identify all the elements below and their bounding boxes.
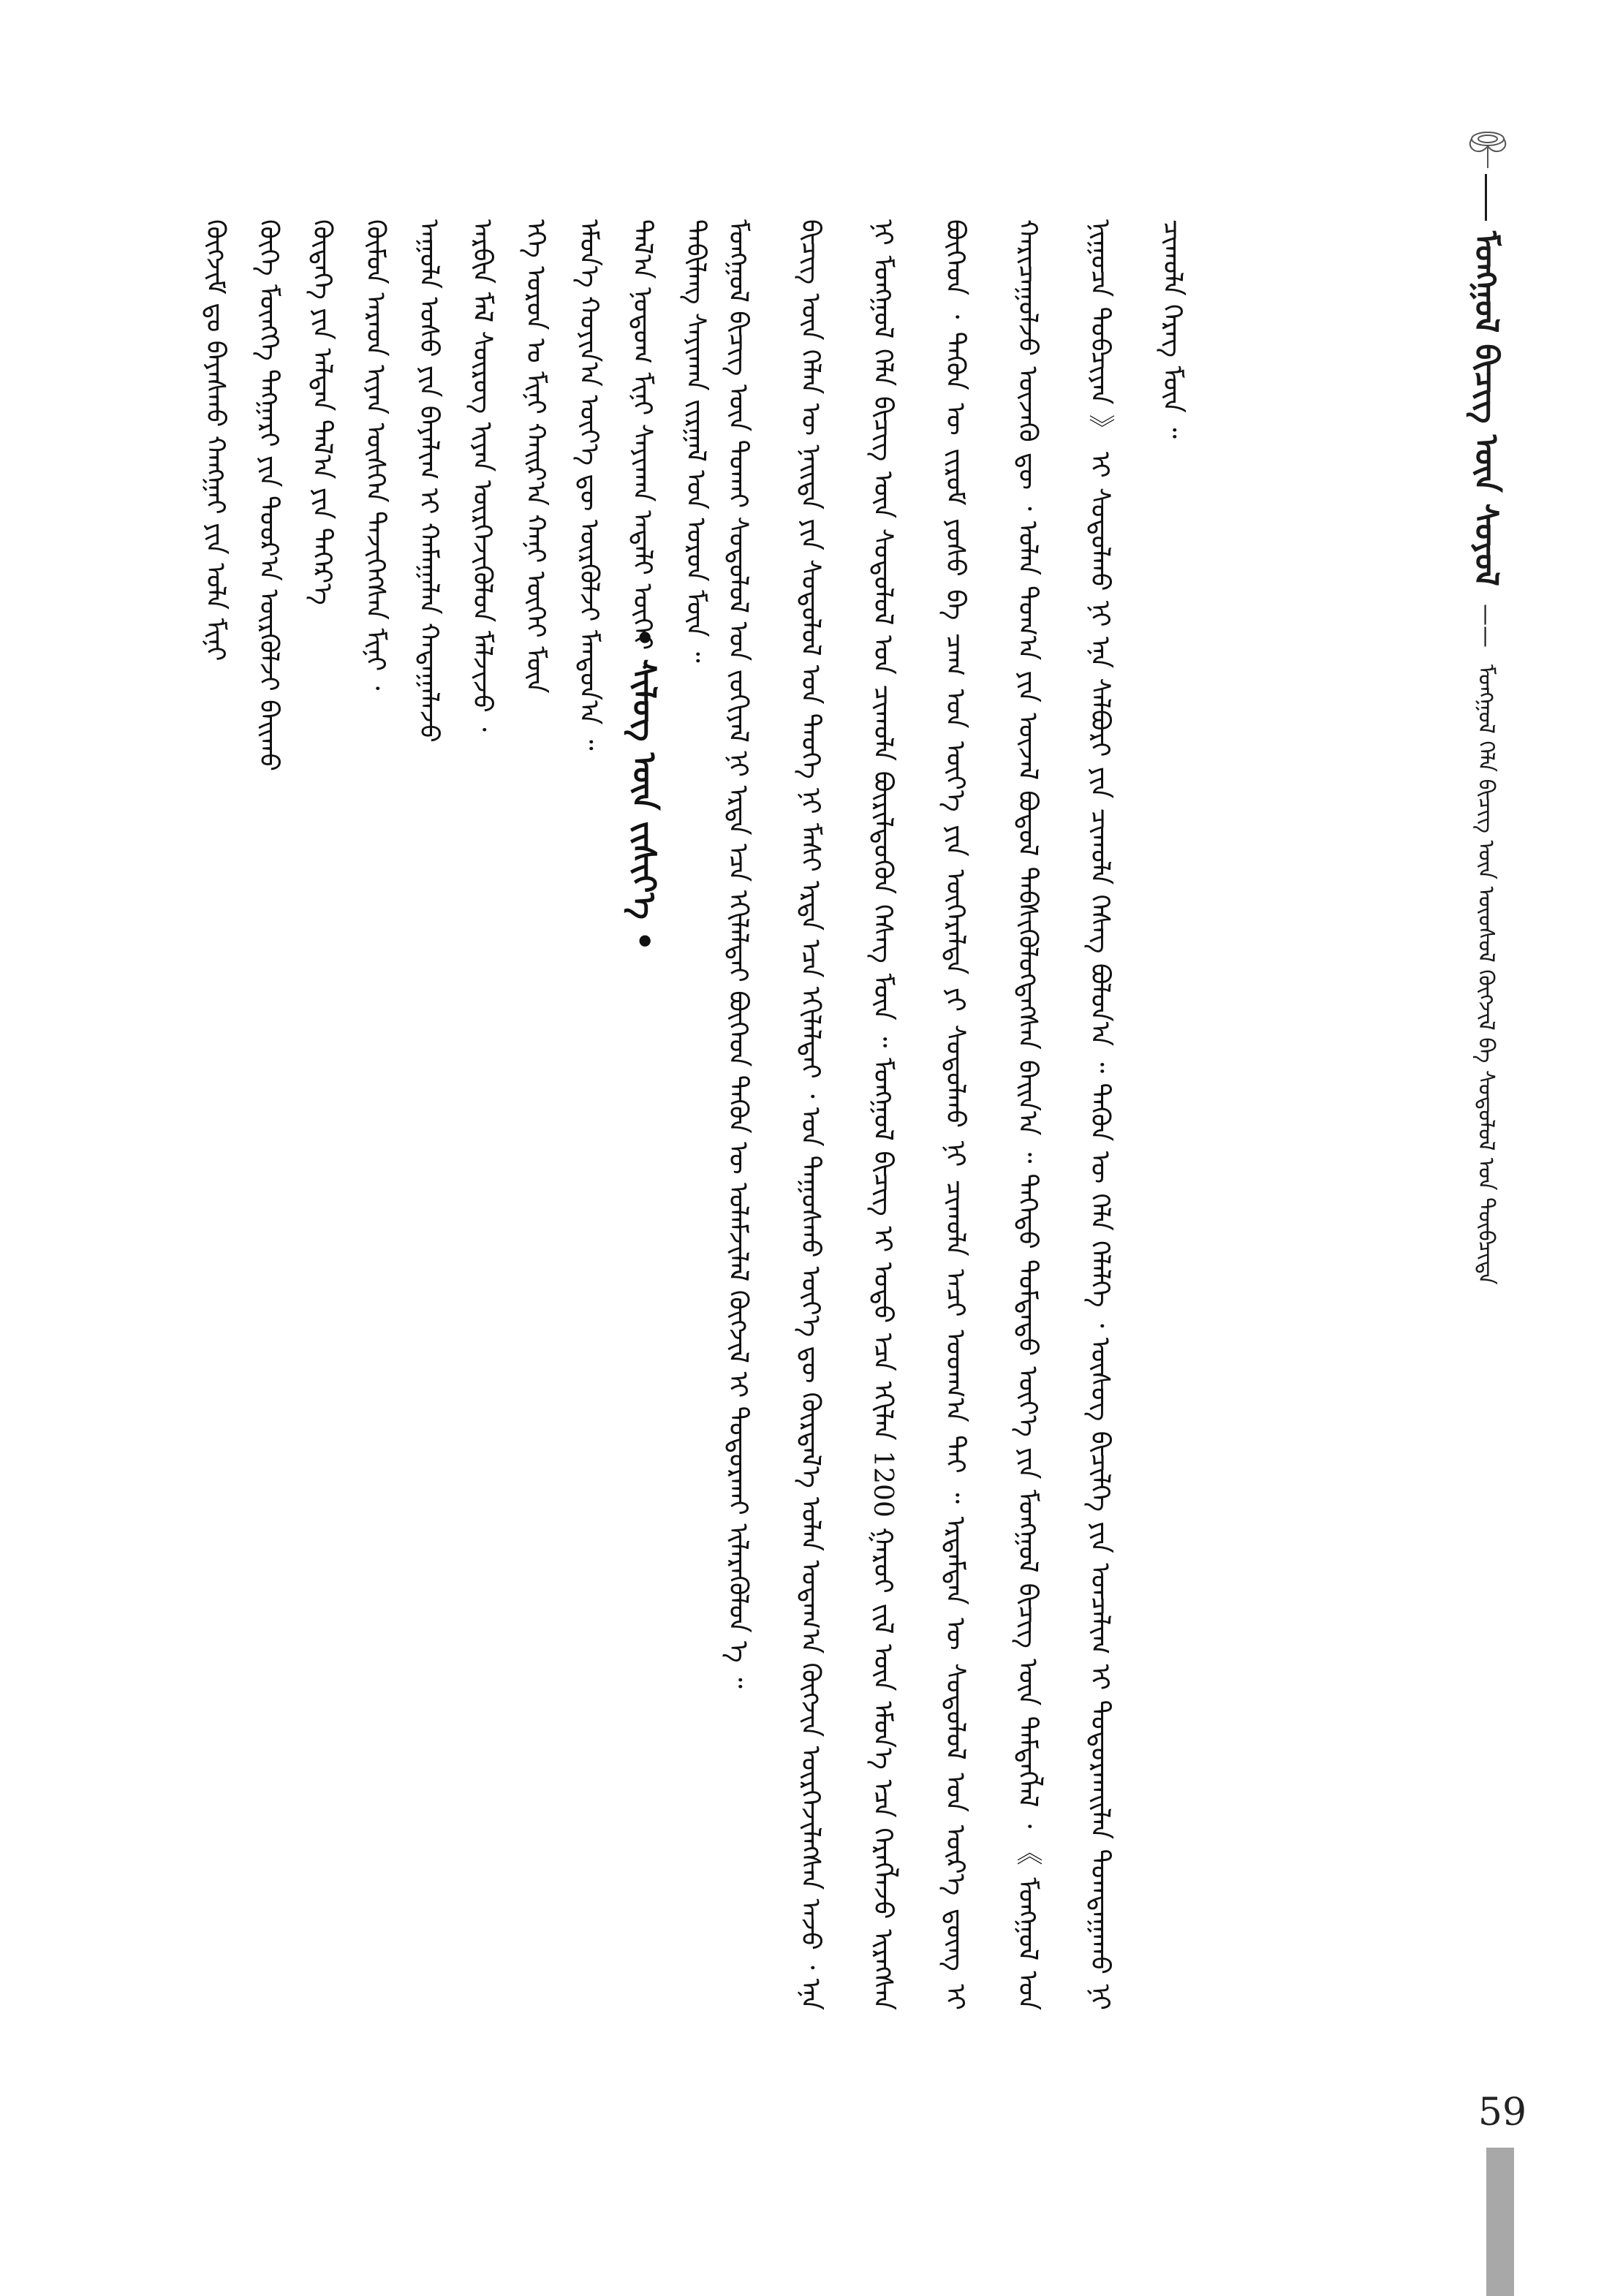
paragraph-2-continuation: ᠭᠠᠷᠤᠢ ᠵᠢᠯ ᠦᠨ ᠡᠮᠦᠨ᠎ᠡ ᠡᠴᠡ ᠬᠡᠷᠡᠭᠯᠡᠵᠦ ᠢᠷᠡᠭᠰᠡᠨ ᠪᠥᠭᠡᠳ ᠂ ᠲᠡᠭᠦᠨ ᠦ ᠵᠢᠷᠤᠮ ᠶᠣᠰᠤ ᠪᠠ ᠴᠠᠭ ᠤᠨ ᠦᠶ᠎ᠡ ᠶᠢᠨ ᠥᠭᠡᠷᠡᠯᠳᠡ ᠶᠢ ᠰᠤᠳᠤᠯᠬᠤ ᠨᠢ ᠴᠢᠬᠤᠯᠠ ᠠᠴᠢ ᠤᠳᠬ᠎ᠠ ᠲᠠᠢ ᠃ ᠡᠷᠳᠡᠮᠲᠡᠨ ᠦ ᠰᠤᠳᠤᠯᠤᠯ ᠤᠨ ᠦᠷ᠎ᠡ ᠳ᠋ᠦᠩ ᠢ ᠬᠠᠷᠢᠴᠠᠭᠤᠯᠵᠤ ᠦᠵᠡᠬᠦ ᠳᠦ ᠂ ᠣᠯᠠᠨ ᠲᠣᠭ᠎ᠠ ᠶᠢᠨ ᠦᠵᠡᠯ ᠪᠣᠳᠣᠯ ᠳᠡᠪᠰᠢᠭᠦᠯᠦᠭᠳᠡᠭᠰᠡᠨ ᠪᠠᠢᠨ᠎ᠠ ᠃ ᠳᠡᠭᠡᠳᠦ ᠳᠤᠮᠳᠠᠳᠤ ᠦᠶ᠎ᠡ ᠶᠢᠨ ᠮᠣᠩᠭᠣᠯ ᠪᠢᠴᠢᠭ ᠦᠨ ᠲᠡᠮᠳᠡᠭᠯᠡᠯ ᠂ 《 ᠮᠣᠩᠭᠣᠯ ᠤᠨ ᠨᠢᠭᠤᠴᠠ ᠲᠣᠪᠴᠢᠶᠠᠨ 》 ᠢ ᠰᠤᠳᠤᠯᠬᠤ ᠨᠢ ᠡᠨᠡ ᠰᠠᠯᠪᠤᠷᠢ ᠶᠢᠨ ᠴᠢᠬᠤᠯᠠ ᠬᠡᠰᠡᠭ ᠪᠣᠯᠤᠨ᠎ᠠ ᠃ ᠲᠡᠭᠦᠨ ᠦ ᠬᠡᠯᠡ ᠬᠡᠯᠡᠯᠭᠡ ᠂ ᠦᠰᠦᠭ ᠪᠢᠴᠢᠯᠭᠡ ᠶᠢᠨ ᠣᠨᠴᠠᠯᠢᠭ ᠢ ᠲᠣᠳᠣᠷᠬᠠᠢᠯᠠᠨ ᠲᠣᠭᠲᠠᠭᠠᠬᠤ ᠨᠢ ᠴᠢᠬᠤᠯᠠ ᠬᠡᠷᠡᠭ ᠮᠥᠨ ᠃ bbox=[868, 219, 1187, 2010]
paragraph-1: ᠮᠣᠩᠭᠣᠯ ᠪᠢᠴᠢᠭ ᠦᠨ ᠲᠤᠬᠠᠢ ᠰᠤᠳᠤᠯᠤᠯ ᠤᠨ ᠵᠣᠬᠢᠶᠠᠯ ᠨᠢ ᠡᠷᠲᠡ ᠡᠴᠡ ᠡᠬᠢᠯᠡᠯᠲᠡᠢ ᠪᠥᠭᠡᠳ ᠲᠡᠭᠦᠨ ᠦ ᠤᠯᠠᠮᠵᠢᠯᠠᠯ ᠬᠥᠭᠵᠢᠯ ᠢ ᠲᠣᠳᠣᠷᠬᠠᠢ ᠢᠯᠡᠷᠡᠭᠦᠯᠦᠨ ᠡ ᠃ bbox=[723, 219, 753, 1689]
poem-line: ᠡᠮᠦᠨ᠎ᠡ ᠬᠣᠶᠢᠨ᠎ᠠ ᠦᠶ᠎ᠡ ᠳᠦ ᠦᠷᠭᠦᠯᠵᠢ ᠮᠠᠨᠳᠤᠨ᠎ᠠ ᠃ bbox=[574, 219, 604, 751]
poem-line: ᠡᠬᠡ ᠣᠷᠣᠨ ᠤ ᠮᠢᠨᠢ ᠬᠠᠢᠷ᠎ᠠ ᠬᠠᠨᠢ ᠦᠭᠡᠢ ᠮᠥᠨ bbox=[521, 219, 551, 694]
ornament-icon bbox=[1464, 123, 1512, 171]
running-head bbox=[1453, 174, 1518, 1285]
poem-line: ᠲᠠᠯ᠎ᠠ ᠨᠤᠲᠤᠭ ᠮᠢᠨᠢ ᠰᠠᠶᠢᠬᠠᠨ ᠠᠳᠠᠯᠢ ᠦᠭᠡᠢ ᠂ bbox=[627, 219, 657, 670]
poem-line: ᠠᠭᠤᠯᠠ ᠤᠰᠤ ᠶᠢᠨ ᠪᠠᠶᠠᠯᠢᠭ ᠢ ᠬᠠᠮᠠᠭᠠᠯᠠᠨ ᠬᠠᠳᠠᠭᠠᠯᠠᠵᠤ bbox=[414, 219, 444, 743]
running-head-rule bbox=[1485, 174, 1487, 221]
thumb-tab bbox=[1486, 2148, 1514, 2296]
poem-line: ᠲᠠᠪᠢᠯᠠᠩ ᠰᠠᠶᠢᠬᠠᠨ ᠵᠢᠷᠭᠠᠯ ᠤᠨ ᠣᠷᠣᠨ ᠮᠥᠨ ᠃ bbox=[681, 219, 711, 663]
running-head-text bbox=[1467, 231, 1505, 1285]
body-text bbox=[702, 219, 1272, 2010]
book-title: ᠮᠣᠩᠭᠣᠯ ᠪᠢᠴᠢᠭ ᠦᠨ ᠰᠣᠶᠣᠯ bbox=[1467, 231, 1505, 587]
paragraph-2-text: ᠪᠢᠴᠢᠭ ᠦᠨ ᠬᠡᠯᠡᠨ ᠦ ᠨᠡᠢᠲᠡ ᠶᠢᠨ ᠰᠤᠳᠤᠯᠤᠯ ᠤᠨ ᠲᠡᠦᠬᠡ ᠨᠢ ᠮᠠᠰᠢ ᠡᠷᠲᠡ ᠡᠴᠡ ᠡᠬᠢᠯᠡᠯᠲᠡᠢ ᠂ ᠣᠨ ᠳᠠᠭᠤᠰᠬᠤ ᠦᠶ᠎ᠡ ᠳᠦ ᠬᠦᠷᠲᠡᠯ᠎ᠡ ᠣᠯᠠᠨ ᠤᠳᠠᠭ᠎ᠠ ᠬᠥᠭᠵᠢᠨ ᠦᠷᠭᠡᠵᠢᠯᠡᠭᠰᠡᠨ ᠠᠵᠤ ᠂ ᠡᠨᠡ ᠨᠢ ᠮᠣᠩᠭᠣᠯ ᠬᠡᠯᠡ ᠪᠢᠴᠢᠭ ᠦᠨ ᠰᠤᠳᠤᠯᠤᠯ ᠤᠨ ᠴᠢᠬᠤᠯᠠ ᠪᠦᠷᠢᠯᠳᠦᠬᠦᠨ ᠬᠡᠰᠡᠭ ᠮᠥᠨ ᠃ ᠮᠣᠩᠭᠣᠯ ᠪᠢᠴᠢᠭ ᠢ ᠣᠳᠣ ᠡᠴᠡ ᠡᠬᠢᠯᠡᠨ bbox=[795, 219, 898, 2010]
running-head-separator: —— bbox=[1473, 603, 1499, 648]
section-heading: • ᠰᠢᠯᠦᠭ ᠦᠨ ᠵᠢᠰᠢᠶ᠎ᠡ • bbox=[625, 627, 662, 952]
poem-line: ᠬᠦᠭᠵᠢᠮ ᠳᠤ ᠪᠠᠶᠠᠰᠬᠤ ᠬᠠᠩᠭᠠᠢ ᠶᠢᠨ ᠤᠯᠠ ᠮᠢᠨᠢ bbox=[200, 219, 230, 662]
page-number: 59 bbox=[1478, 2091, 1527, 2134]
poem-line: ᠬᠦᠮᠦᠨ ᠠᠷᠠᠳ ᠢᠶᠠᠨ ᠥᠰᠬᠡᠨ ᠲᠡᠵᠢᠭᠡᠭᠰᠡᠨ ᠮᠢᠨᠢ ᠂ bbox=[360, 219, 390, 691]
year-figure: 1200 bbox=[868, 1450, 898, 1518]
chapter-title: ᠮᠣᠩᠭᠣᠯ ᠬᠡᠯᠡ ᠪᠢᠴᠢᠭ ᠦᠨ ᠦᠦᠰᠦᠯ ᠬᠥᠭᠵᠢᠯ ᠪᠠ ᠰᠤᠳᠤᠯᠤᠯ ᠤᠨ ᠲᠥᠪᠴᠢᠳᠡ bbox=[1473, 664, 1499, 1285]
poem-line: ᠬᠥᠳᠡᠭᠡ ᠶᠢᠨ ᠠᠯᠲᠠᠨ ᠲᠠᠯ᠎ᠠ ᠶᠢᠨ ᠳᠡᠭᠡᠷ᠎ᠡ bbox=[307, 219, 337, 605]
poem-line: ᠠᠷᠪᠢᠨ ᠮᠠᠯ ᠰᠦᠷᠦᠭ ᠢᠶᠡᠨ ᠥᠷᠭᠡᠵᠢᠭᠦᠯᠦᠨ ᠮᠠᠯᠵᠢᠵᠤ ᠂ bbox=[467, 219, 497, 732]
paragraph-2 bbox=[774, 219, 1208, 2010]
poem-line: ᠬᠥᠬᠡ ᠮᠥᠩᠬᠡ ᠲᠩᠭᠠᠷᠢ ᠶᠢᠨ ᠳᠣᠣᠷ᠎ᠠ ᠦᠷᠭᠦᠯᠵᠢ ᠪᠠᠢᠬᠤ bbox=[254, 219, 284, 772]
